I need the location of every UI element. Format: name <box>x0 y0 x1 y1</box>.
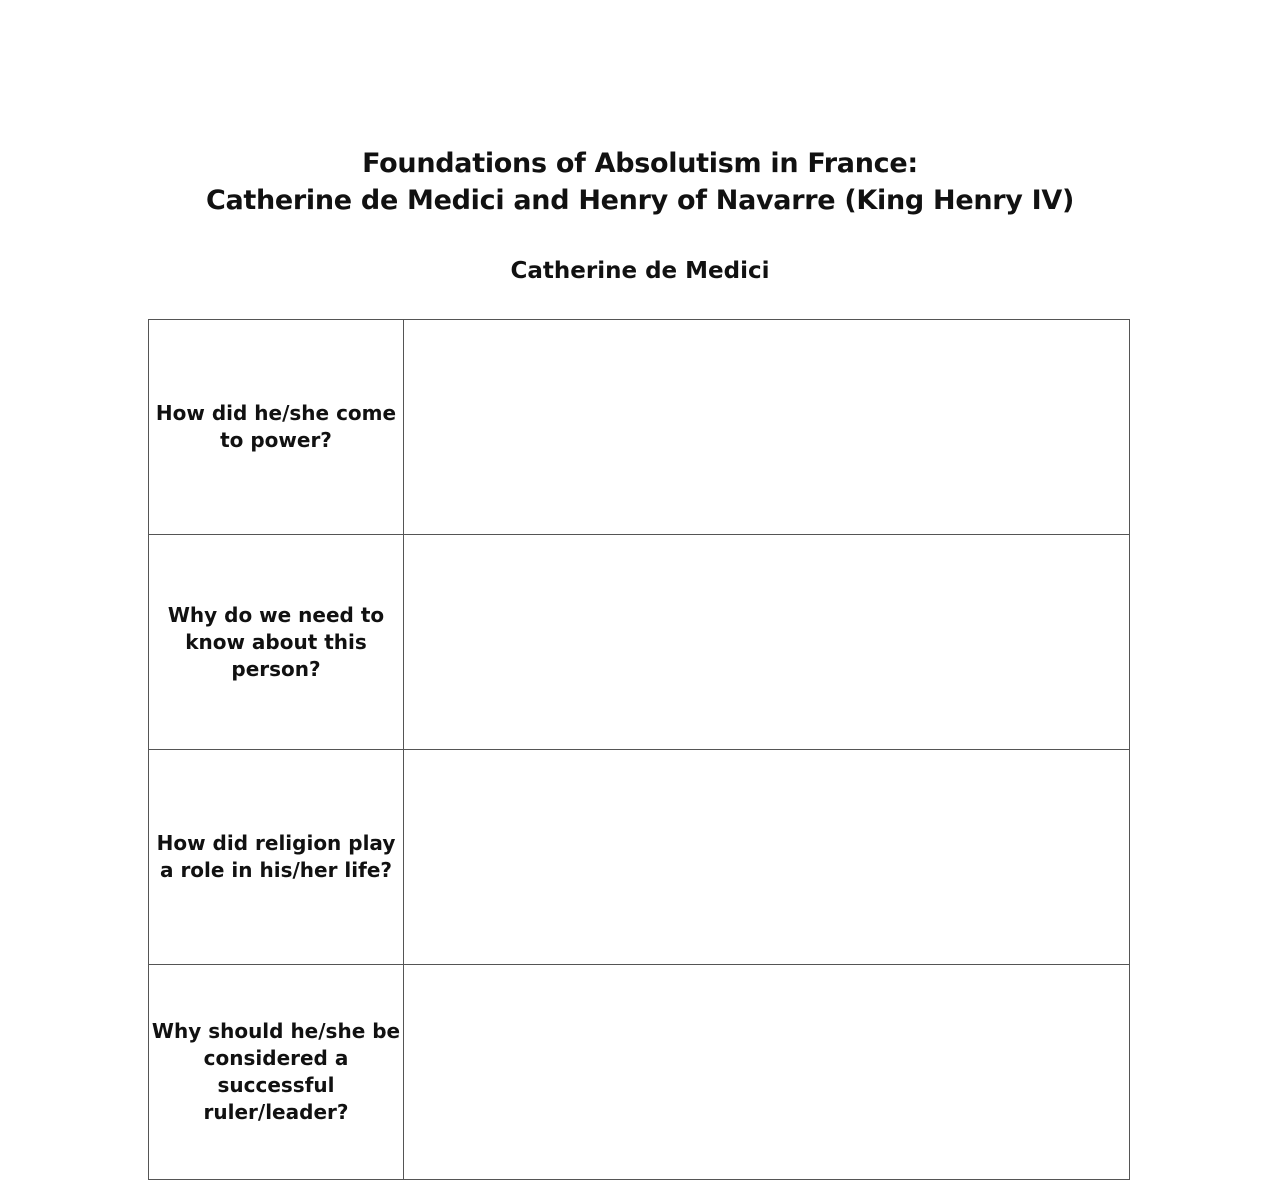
answer-cell[interactable] <box>404 750 1130 965</box>
table-row <box>149 750 1130 965</box>
question-cell: Why do we need to know about this person? <box>149 535 404 750</box>
table-row <box>149 535 1130 750</box>
question-cell: How did religion play a role in his/her life? <box>149 750 404 965</box>
question-table <box>148 319 1130 1180</box>
question-cell: Why should he/she be considered a successful ruler/leader? <box>149 965 404 1180</box>
title-line-2: Catherine de Medici and Henry of Navarre (King Henry IV) <box>205 185 1075 216</box>
table-row <box>149 320 1130 535</box>
question-cell: How did he/she come to power? <box>149 320 404 535</box>
title-line-1: Foundations of Absolutism in France: <box>362 148 918 179</box>
section-heading: Catherine de Medici <box>510 258 770 284</box>
answer-cell[interactable] <box>404 965 1130 1180</box>
page-title <box>0 145 1280 219</box>
table-row <box>149 965 1130 1180</box>
answer-cell[interactable] <box>404 535 1130 750</box>
answer-cell[interactable] <box>404 320 1130 535</box>
